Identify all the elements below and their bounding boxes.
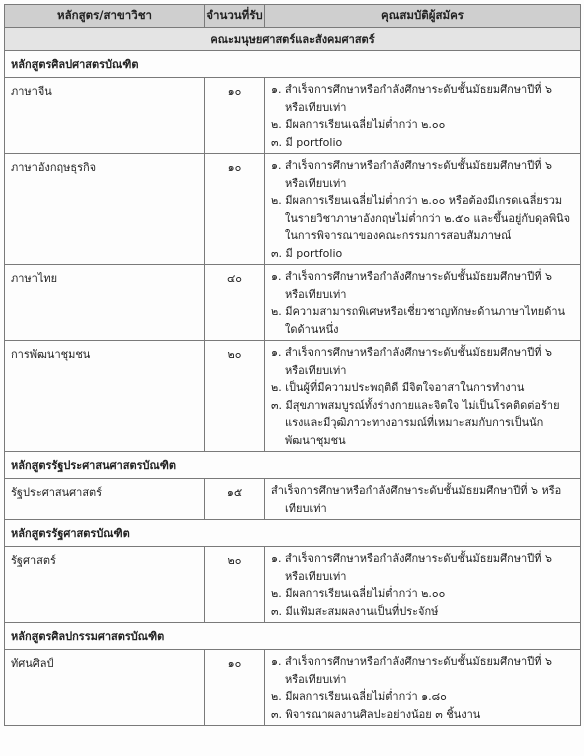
major-seats: ๒๐ [205,547,265,623]
qualification-item: ๑. สำเร็จการศึกษาหรือกำลังศึกษาระดับชั้นมัธยมศึกษาปีที่ ๖ หรือเทียบเท่า [271,655,552,686]
qualification-item: ๒. มีผลการเรียนเฉลี่ยไม่ต่ำกว่า ๒.๐๐ หรือต้องมีเกรดเฉลี่ยรวมในรายวิชาภาษาอังกฤษไม่ต่ำกว่า ๒.๕๐ และขึ้นอยู่กับดุลพินิจในการพิจารณาของคณะกรรมการสอบสัมภาษณ์ [271,194,571,242]
qualification-item: ๒. มีผลการเรียนเฉลี่ยไม่ต่ำกว่า ๑.๘๐ [271,690,447,703]
qualification-item: สำเร็จการศึกษาหรือกำลังศึกษาระดับชั้นมัธยมศึกษาปีที่ ๖ หรือเทียบเท่า [271,484,562,515]
major-seats: ๑๐ [205,78,265,154]
major-qualifications [265,479,581,520]
major-qualifications [265,547,581,623]
program-title: หลักสูตรศิลปกรรมศาสตรบัณฑิต [5,623,581,650]
major-seats: ๑๐ [205,154,265,265]
major-name: รัฐประศาสนศาสตร์ [5,479,205,520]
qualification-item: ๓. มีแฟ้มสะสมผลงานเป็นที่ประจักษ์ [271,604,439,618]
major-name: การพัฒนาชุมชน [5,341,205,452]
major-name: ภาษาจีน [5,78,205,154]
table-header-row [5,5,581,28]
table-row [5,154,581,265]
qualification-item: ๑. สำเร็จการศึกษาหรือกำลังศึกษาระดับชั้นมัธยมศึกษาปีที่ ๖ หรือเทียบเท่า [271,159,552,190]
faculty-name: คณะมนุษยศาสตร์และสังคมศาสตร์ [5,28,581,51]
qualification-item: ๒. มีผลการเรียนเฉลี่ยไม่ต่ำกว่า ๒.๐๐ [271,118,446,131]
table-row [5,78,581,154]
major-qualifications [265,341,581,452]
qualification-item: ๒. เป็นผู้ที่มีความประพฤติดี มีจิตใจอาสาในการทำงาน [271,381,525,394]
program-row [5,51,581,78]
admission-table [4,4,581,726]
qualification-item: ๒. มีผลการเรียนเฉลี่ยไม่ต่ำกว่า ๒.๐๐ [271,587,446,600]
program-row [5,452,581,479]
qualification-item: ๑. สำเร็จการศึกษาหรือกำลังศึกษาระดับชั้นมัธยมศึกษาปีที่ ๖ หรือเทียบเท่า [271,552,552,583]
qualification-item: ๓. มี portfolio [271,246,343,260]
major-seats: ๒๐ [205,341,265,452]
program-row [5,623,581,650]
qualification-item: ๓. พิจารณาผลงานศิลปะอย่างน้อย ๓ ชิ้นงาน [271,707,481,721]
major-seats: ๑๕ [205,479,265,520]
major-name: ภาษาอังกฤษธุรกิจ [5,154,205,265]
major-seats: ๑๐ [205,650,265,726]
table-row [5,341,581,452]
major-name: ทัศนศิลป์ [5,650,205,726]
program-title: หลักสูตรรัฐศาสตรบัณฑิต [5,520,581,547]
faculty-row [5,28,581,51]
major-qualifications [265,154,581,265]
major-qualifications [265,265,581,341]
program-row [5,520,581,547]
program-title: หลักสูตรศิลปศาสตรบัณฑิต [5,51,581,78]
qualification-item: ๓. มี portfolio [271,135,343,149]
major-name: รัฐศาสตร์ [5,547,205,623]
major-name: ภาษาไทย [5,265,205,341]
header-program: หลักสูตร/สาขาวิชา [5,5,205,28]
table-row [5,547,581,623]
major-seats: ๔๐ [205,265,265,341]
qualification-item: ๒. มีความสามารถพิเศษหรือเชี่ยวชาญทักษะด้านภาษาไทยด้านใดด้านหนึ่ง [271,305,566,336]
qualification-item: ๑. สำเร็จการศึกษาหรือกำลังศึกษาระดับชั้นมัธยมศึกษาปีที่ ๖ หรือเทียบเท่า [271,346,552,377]
qualification-item: ๑. สำเร็จการศึกษาหรือกำลังศึกษาระดับชั้นมัธยมศึกษาปีที่ ๖ หรือเทียบเท่า [271,83,552,114]
table-row [5,650,581,726]
major-qualifications [265,650,581,726]
table-row [5,265,581,341]
header-seats: จำนวนที่รับ [205,5,265,28]
major-qualifications [265,78,581,154]
header-qualifications: คุณสมบัติผู้สมัคร [265,5,581,28]
table-row [5,479,581,520]
qualification-item: ๓. มีสุขภาพสมบูรณ์ทั้งร่างกายและจิตใจ ไม่เป็นโรคติดต่อร้ายแรงและมีวุฒิภาวะทางอารมณ์ที่เหมาะสมกับการเป็นนักพัฒนาชุมชน [271,398,560,447]
program-title: หลักสูตรรัฐประศาสนศาสตรบัณฑิต [5,452,581,479]
qualification-item: ๑. สำเร็จการศึกษาหรือกำลังศึกษาระดับชั้นมัธยมศึกษาปีที่ ๖ หรือเทียบเท่า [271,270,552,301]
